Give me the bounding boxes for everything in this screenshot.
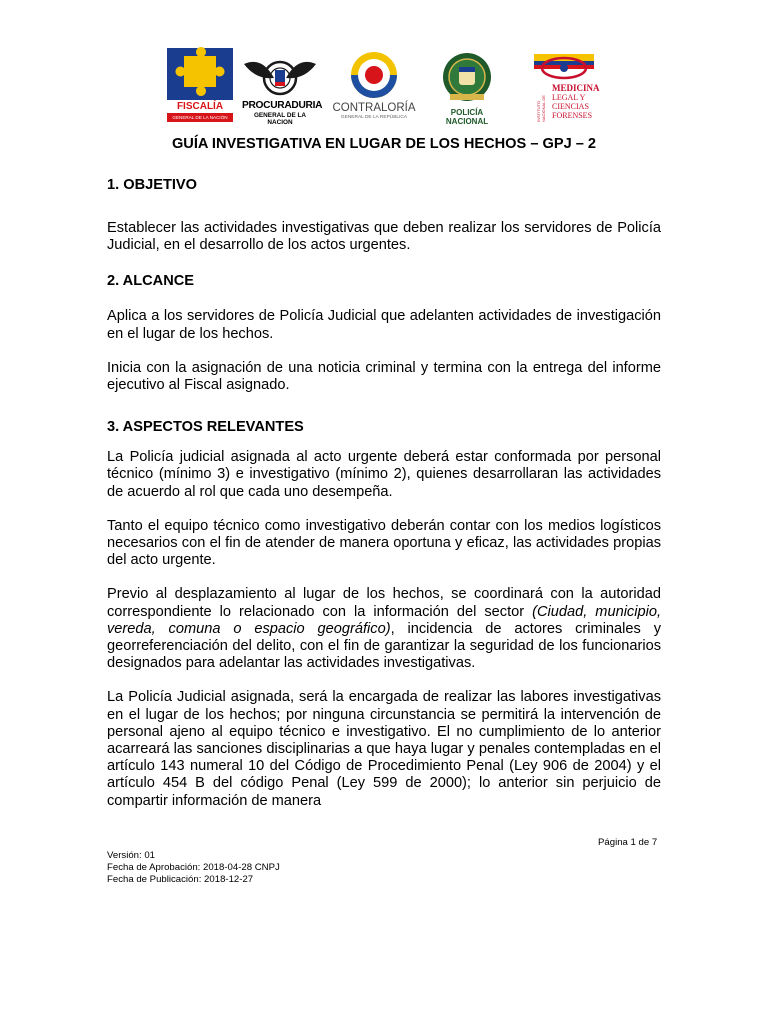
alcance-paragraph-2: Inicia con la asignación de una noticia criminal y termina con la entrega del informe ejecutivo al Fiscal asignado.	[107, 359, 661, 394]
procuraduria-subtitle: GENERAL DE LA NACION	[253, 112, 307, 126]
policia-emblem-icon	[432, 50, 502, 106]
medicina-legal-emblem-icon	[534, 54, 594, 82]
section-heading-aspectos: 3. ASPECTOS RELEVANTES	[107, 419, 304, 436]
aspectos-paragraph-2: Tanto el equipo técnico como investigativo deberán contar con los medios logísticos necesarios con el fin de atender de manera oportuna y eficaz, las actividades propias del acto urgente.	[107, 517, 661, 569]
medicina-legal-name-1: MEDICINA	[552, 83, 600, 93]
medicina-legal-name-4: FORENSES	[552, 111, 593, 120]
aspectos-paragraph-1: La Policía judicial asignada al acto urgente deberá estar conformada por personal técnico (mínimo 3) e investigativo (mínimo 2), quienes desarrollaran las actividades de acuerdo al rol que cada uno desempeña.	[107, 449, 661, 500]
document-body	[107, 136, 661, 810]
procuraduria-logo	[242, 54, 323, 126]
fiscalia-logo	[164, 46, 236, 124]
medicina-legal-name-2: LEGAL Y	[552, 93, 586, 102]
footer-version: Versión: 01	[107, 850, 156, 861]
page-number: Página 1 de 7	[598, 837, 658, 848]
contraloria-emblem-icon	[324, 50, 424, 100]
alcance-paragraph-1: Aplica a los servidores de Policía Judicial que adelanten actividades de investigación en el lugar de los hechos.	[107, 308, 661, 342]
policia-name: POLICÍA NACIONAL	[445, 108, 489, 126]
objetivo-paragraph: Establecer las actividades investigativas que deben realizar los servidores de Policía Judicial, en el desarrollo de los actos urgentes.	[107, 220, 661, 254]
procuraduria-name: PROCURADURIA	[242, 100, 323, 111]
aspectos-paragraph-3-part-1: Previo al desplazamiento al lugar de los hechos, se coordinará con la autoridad correspondiente lo relacionado con la información del sector	[107, 586, 661, 620]
logo-bar	[164, 46, 624, 124]
aspectos-paragraph-3-italic: (Ciudad, municipio, vereda, comuna o espacio geográfico)	[107, 603, 661, 637]
procuraduria-emblem-icon	[242, 54, 318, 102]
fiscalia-subtitle: GENERAL DE LA NACIÓN	[167, 113, 233, 122]
contraloria-logo	[324, 50, 424, 124]
footer-meta	[107, 850, 280, 887]
aspectos-paragraph-3	[107, 586, 661, 672]
medicina-legal-name-3: CIENCIAS	[552, 102, 589, 111]
aspectos-paragraph-3-part-2: , incidencia de actores criminales y georreferenciación del delito, con el fin de garantizar la seguridad de los funcionarios designados para adelantar las actividades investigativas.	[107, 620, 661, 672]
contraloria-name: CONTRALORÍA	[332, 102, 416, 114]
fiscalia-name: FISCALÍA	[176, 101, 224, 112]
document-title: GUÍA INVESTIGATIVA EN LUGAR DE LOS HECHOS – GPJ – 2	[171, 136, 597, 152]
footer-publication-date: Fecha de Publicación: 2018-12-27	[107, 874, 254, 886]
medicina-legal-vertical-text: INSTITUTO NACIONAL DE	[536, 95, 546, 122]
footer-approval-date: Fecha de Aprobación: 2018-04-28 CNPJ	[107, 862, 280, 874]
aspectos-paragraph-4: La Policía Judicial asignada, será la encargada de realizar las labores investigativas en el lugar de los hechos; por ninguna circunstancia se permitirá la intervención de personal ajeno al equipo técnico e investigativo. El no cumplimiento de lo anterior acarreará las sanciones disciplinarias a que haya lugar y penales contempladas en el artículo 143 numeral 10 del Código de Procedimiento Penal (Ley 906 de 2004) y el artículo 454 B del código Penal (Ley 599 de 2000); lo anterior sin perjuicio de compartir información de manera	[107, 689, 661, 809]
section-heading-objetivo: 1. OBJETIVO	[107, 177, 198, 193]
policia-logo	[432, 50, 502, 124]
contraloria-subtitle: GENERAL DE LA REPÚBLICA	[340, 115, 408, 120]
section-heading-alcance: 2. ALCANCE	[107, 273, 195, 290]
medicina-legal-logo	[534, 54, 624, 124]
